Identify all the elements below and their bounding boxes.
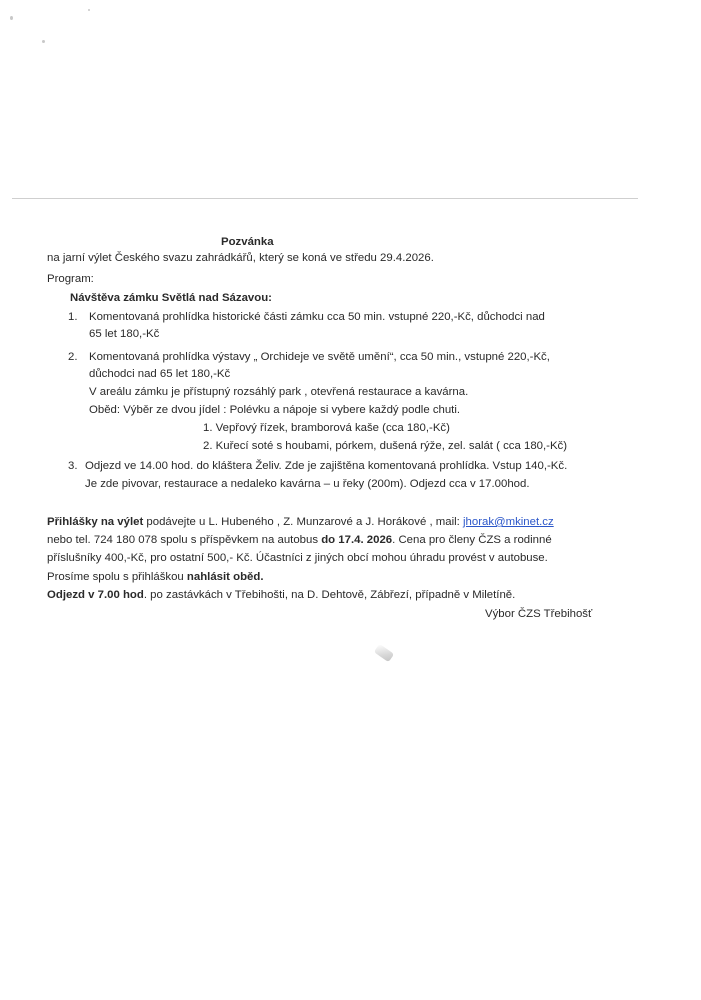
item-3-line-2: Je zde pivovar, restaurace a nedaleko kavárna – u řeky (200m). Odjezd cca v 17.00hod. — [85, 478, 530, 490]
departure-line — [47, 587, 515, 603]
item-3-line-1: Odjezd ve 14.00 hod. do kláštera Želiv. Zde je zajištěna komentovaná prohlídka. Vstup 140,-Kč. — [85, 460, 568, 472]
horizontal-rule — [12, 198, 638, 199]
lunch-intro: Oběd: Výběr ze dvou jídel : Polévku a nápoje si vybere každý podle chuti. — [89, 404, 461, 416]
program-label: Program: — [47, 273, 94, 285]
registration-text-1: podávejte u L. Hubeného , Z. Munzarové a J. Horákové , mail: — [143, 516, 463, 528]
item-2-number: 2. — [68, 351, 78, 363]
registration-text-2: nebo tel. 724 180 078 spolu s příspěvkem na autobus — [47, 534, 322, 546]
email-link[interactable]: jhorak@mkinet.cz — [463, 516, 554, 528]
intro-text: na jarní výlet Českého svazu zahrádkářů, který se koná ve středu 29.4.2026. — [47, 252, 434, 264]
item-1-line-1: Komentovaná prohlídka historické části zámku cca 50 min. vstupné 220,-Kč, důchodci nad — [89, 311, 545, 323]
park-note: V areálu zámku je přístupný rozsáhlý park , otevřená restaurace a kavárna. — [89, 386, 469, 398]
lunch-notice: nahlásit oběd. — [186, 571, 264, 583]
registration-deadline: do 17.4. 2026 — [321, 534, 393, 546]
meal-option-2: 2. Kuřecí soté s houbami, pórkem, dušená rýže, zel. salát ( cca 180,-Kč) — [203, 440, 568, 452]
scan-speck — [10, 16, 13, 20]
departure-lead: Odjezd v 7.00 hod — [47, 589, 144, 601]
registration-lead: Přihlášky na výlet — [47, 516, 144, 528]
section-heading: Návštěva zámku Světlá nad Sázavou: — [70, 292, 272, 304]
registration-text-5: Prosíme spolu s přihláškou — [47, 571, 187, 583]
item-2-line-1: Komentovaná prohlídka výstavy „ Orchideje ve světě umění“, cca 50 min., vstupné 220,-Kč, — [89, 351, 550, 363]
item-3-number: 3. — [68, 460, 78, 472]
registration-text-3: . Cena pro členy ČZS a rodinné — [392, 534, 552, 546]
item-2-line-2: důchodci nad 65 let 180,-Kč — [89, 368, 231, 380]
registration-line-4 — [47, 569, 264, 585]
document-title: Pozvánka — [221, 236, 274, 248]
scan-speck — [42, 40, 45, 43]
departure-text: . po zastávkách v Třebihošti, na D. Dehtově, Zábřezí, případně v Miletíně. — [143, 589, 516, 601]
registration-line-3: příslušníky 400,-Kč, pro ostatní 500,- Kč. Účastníci z jiných obcí mohou úhradu provést v autobuse. — [47, 552, 548, 564]
item-1-number: 1. — [68, 311, 78, 323]
signature: Výbor ČZS Třebihošť — [485, 608, 593, 620]
item-1-line-2: 65 let 180,-Kč — [89, 328, 160, 340]
registration-line-2 — [47, 532, 552, 548]
scan-speck — [88, 9, 90, 11]
meal-option-1: 1. Vepřový řízek, bramborová kaše (cca 180,-Kč) — [203, 422, 450, 434]
registration-line-1 — [47, 514, 554, 530]
scan-mark — [374, 644, 394, 663]
